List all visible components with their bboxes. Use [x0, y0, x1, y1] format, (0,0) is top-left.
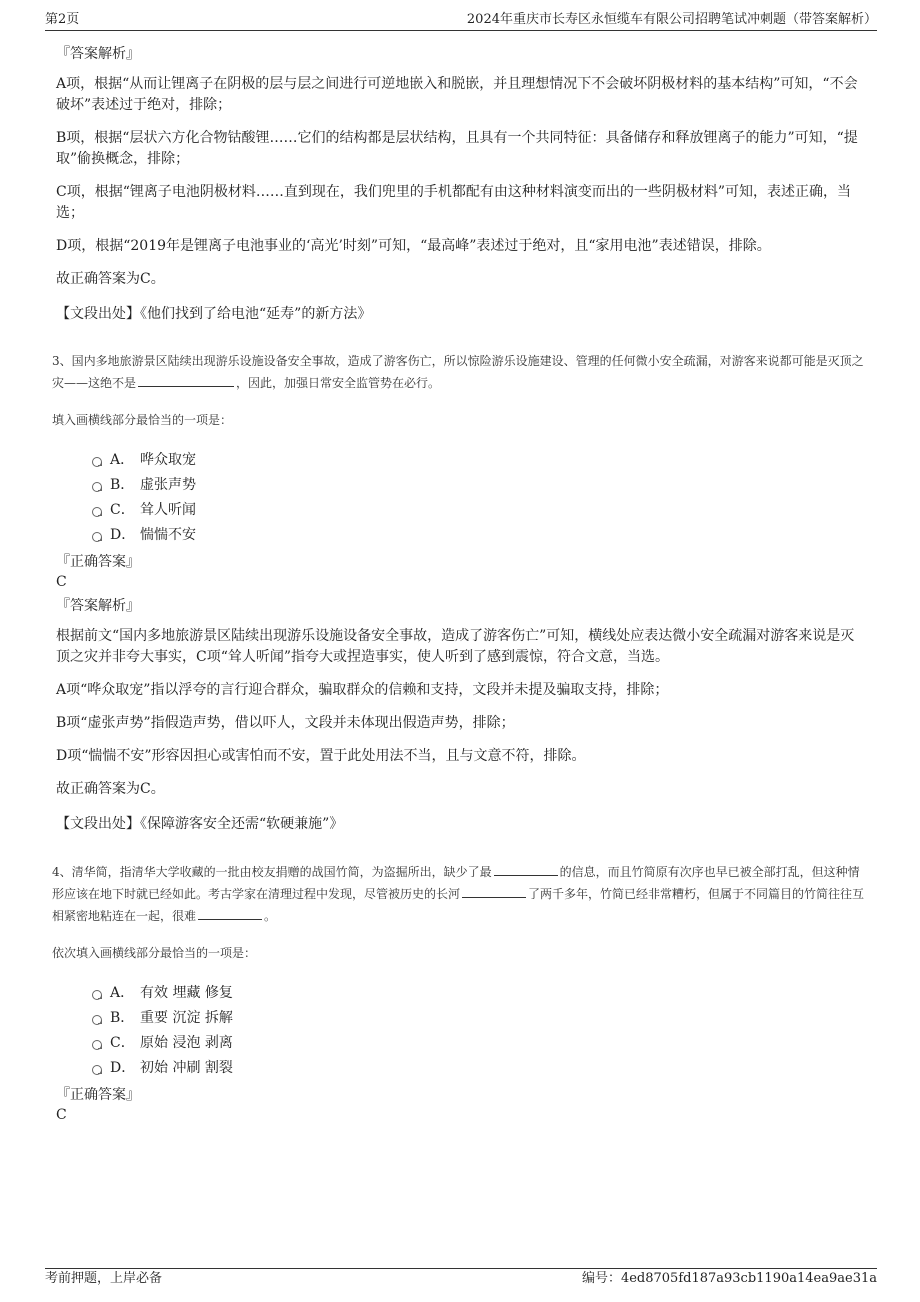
q3-answer: C — [56, 574, 67, 590]
option-text: 惴惴不安 — [140, 527, 196, 543]
q3-options — [92, 448, 866, 548]
option-letter: A． — [110, 985, 135, 1001]
q3-option-a[interactable] — [92, 448, 866, 473]
radio-icon[interactable] — [92, 457, 102, 467]
q3-prompt: 填入画横线部分最恰当的一项是： — [52, 413, 233, 427]
option-text: 虚张声势 — [140, 477, 196, 493]
option-letter: C． — [110, 1035, 135, 1051]
q4-option-a[interactable] — [92, 981, 866, 1006]
radio-icon[interactable] — [92, 1040, 102, 1050]
option-text: 重要 沉淀 拆解 — [140, 1010, 233, 1026]
q3-conclusion: 故正确答案为C。 — [56, 781, 165, 797]
q3-stem-before: 3、国内多地旅游景区陆续出现游乐设施设备安全事故，造成了游客伤亡，所以惊险游乐设施建设、管理的任何微小安全疏漏，对游客来说都可能是灭顶之灾——这绝不是 — [52, 354, 864, 390]
q3-stem — [52, 351, 866, 394]
option-letter: D． — [110, 1060, 136, 1076]
q4-option-c[interactable] — [92, 1031, 866, 1056]
radio-icon[interactable] — [92, 507, 102, 517]
q2-analysis-paragraph-b: B项，根据“层状六方化合物钴酸锂……它们的结构都是层状结构，且具有一个共同特征：具备储存和释放锂离子的能力”可知，“提取”偷换概念，排除； — [56, 130, 858, 167]
q2-analysis-paragraph-a: A项，根据“从而让锂离子在阴极的层与层之间进行可逆地嵌入和脱嵌，并且理想情况下不会破坏阴极材料的基本结构”可知，“不会破坏”表述过于绝对，排除； — [56, 76, 858, 113]
page-header — [45, 10, 877, 31]
q4-options — [92, 981, 866, 1081]
footer-slogan: 考前押题，上岸必备 — [45, 1271, 163, 1286]
q3-blank — [138, 372, 234, 387]
q4-stem-part3: 了两千多年，竹简已经非常糟朽，但属于不同篇目的竹简往往互相紧密地粘连在一起，很难 — [52, 887, 865, 923]
q3-answer-title: 『正确答案』 — [56, 554, 140, 570]
q4-option-d[interactable] — [92, 1056, 866, 1081]
q4-stem-part4: 。 — [264, 909, 277, 923]
q3-option-c[interactable] — [92, 498, 866, 523]
q4-blank-1 — [494, 861, 558, 876]
q4-stem-part2: 的信息，而且竹简原有次序也早已被全部打乱，但这种情形应该在地下时就已经如此。考古学家在清理过程中发现，尽管被历史的长河 — [52, 865, 860, 901]
q3-analysis-paragraph-a: A项“哗众取宠”指以浮夸的言行迎合群众，骗取群众的信赖和支持，文段并未提及骗取支持，排除； — [56, 682, 669, 698]
q4-blank-2 — [462, 883, 526, 898]
option-letter: A． — [110, 452, 135, 468]
q3-analysis-title: 『答案解析』 — [56, 598, 140, 614]
q3-option-b[interactable] — [92, 473, 866, 498]
option-letter: B． — [110, 477, 135, 493]
radio-icon[interactable] — [92, 482, 102, 492]
option-letter: C． — [110, 502, 135, 518]
q3-analysis-paragraph-main: 根据前文“国内多地旅游景区陆续出现游乐设施设备安全事故，造成了游客伤亡”可知，横线处应表达微小安全疏漏对游客来说是灭顶之灾并非夸大事实，C项“耸人听闻”指夸大或捏造事实，使人听到了感到震惊，符合文意，当选。 — [56, 628, 855, 665]
option-letter: D． — [110, 527, 136, 543]
q3-analysis-paragraph-b: B项“虚张声势”指假造声势，借以吓人，文段并未体现出假造声势，排除； — [56, 715, 515, 731]
q2-conclusion: 故正确答案为C。 — [56, 271, 165, 287]
q4-stem — [52, 861, 866, 927]
q3-analysis-paragraph-d: D项“惴惴不安”形容因担心或害怕而不安，置于此处用法不当，且与文意不符，排除。 — [56, 748, 586, 764]
option-text: 原始 浸泡 剥离 — [140, 1035, 233, 1051]
footer-serial: 编号：4ed8705fd187a93cb1190a14ea9ae31a — [581, 1271, 877, 1286]
q2-source: 【文段出处】《他们找到了给电池“延寿”的新方法》 — [56, 306, 372, 322]
q4-answer-title: 『正确答案』 — [56, 1087, 140, 1103]
q4-option-b[interactable] — [92, 1006, 866, 1031]
radio-icon[interactable] — [92, 990, 102, 1000]
radio-icon[interactable] — [92, 532, 102, 542]
q2-analysis-paragraph-c: C项，根据“锂离子电池阴极材料……直到现在，我们兜里的手机都配有由这种材料演变而出的一些阴极材料”可知，表述正确，当选； — [56, 184, 852, 221]
option-letter: B． — [110, 1010, 135, 1026]
q4-blank-3 — [198, 905, 262, 920]
document-title: 2024年重庆市长寿区永恒缆车有限公司招聘笔试冲刺题（带答案解析） — [466, 12, 877, 27]
option-text: 耸人听闻 — [140, 502, 196, 518]
q4-answer: C — [56, 1107, 67, 1123]
q4-stem-part1: 4、清华简，指清华大学收藏的一批由校友捐赠的战国竹简，为盗掘所出，缺少了最 — [52, 865, 492, 879]
q4-prompt: 依次填入画横线部分最恰当的一项是： — [52, 946, 257, 960]
q3-option-d[interactable] — [92, 523, 866, 548]
q3-stem-after: ，因此，加强日常安全监管势在必行。 — [236, 376, 441, 390]
document-body — [52, 40, 866, 1125]
q2-analysis-paragraph-d: D项，根据“2019年是锂离子电池事业的‘高光’时刻”可知，“最高峰”表述过于绝对，且“家用电池”表述错误，排除。 — [56, 238, 771, 254]
page-footer — [45, 1268, 877, 1289]
radio-icon[interactable] — [92, 1065, 102, 1075]
option-text: 哗众取宠 — [140, 452, 196, 468]
q2-analysis-title: 『答案解析』 — [56, 46, 140, 62]
page-number: 第2页 — [45, 12, 80, 27]
q3-source: 【文段出处】《保障游客安全还需“软硬兼施”》 — [56, 816, 344, 832]
radio-icon[interactable] — [92, 1015, 102, 1025]
option-text: 初始 冲刷 割裂 — [140, 1060, 233, 1076]
option-text: 有效 埋藏 修复 — [140, 985, 233, 1001]
